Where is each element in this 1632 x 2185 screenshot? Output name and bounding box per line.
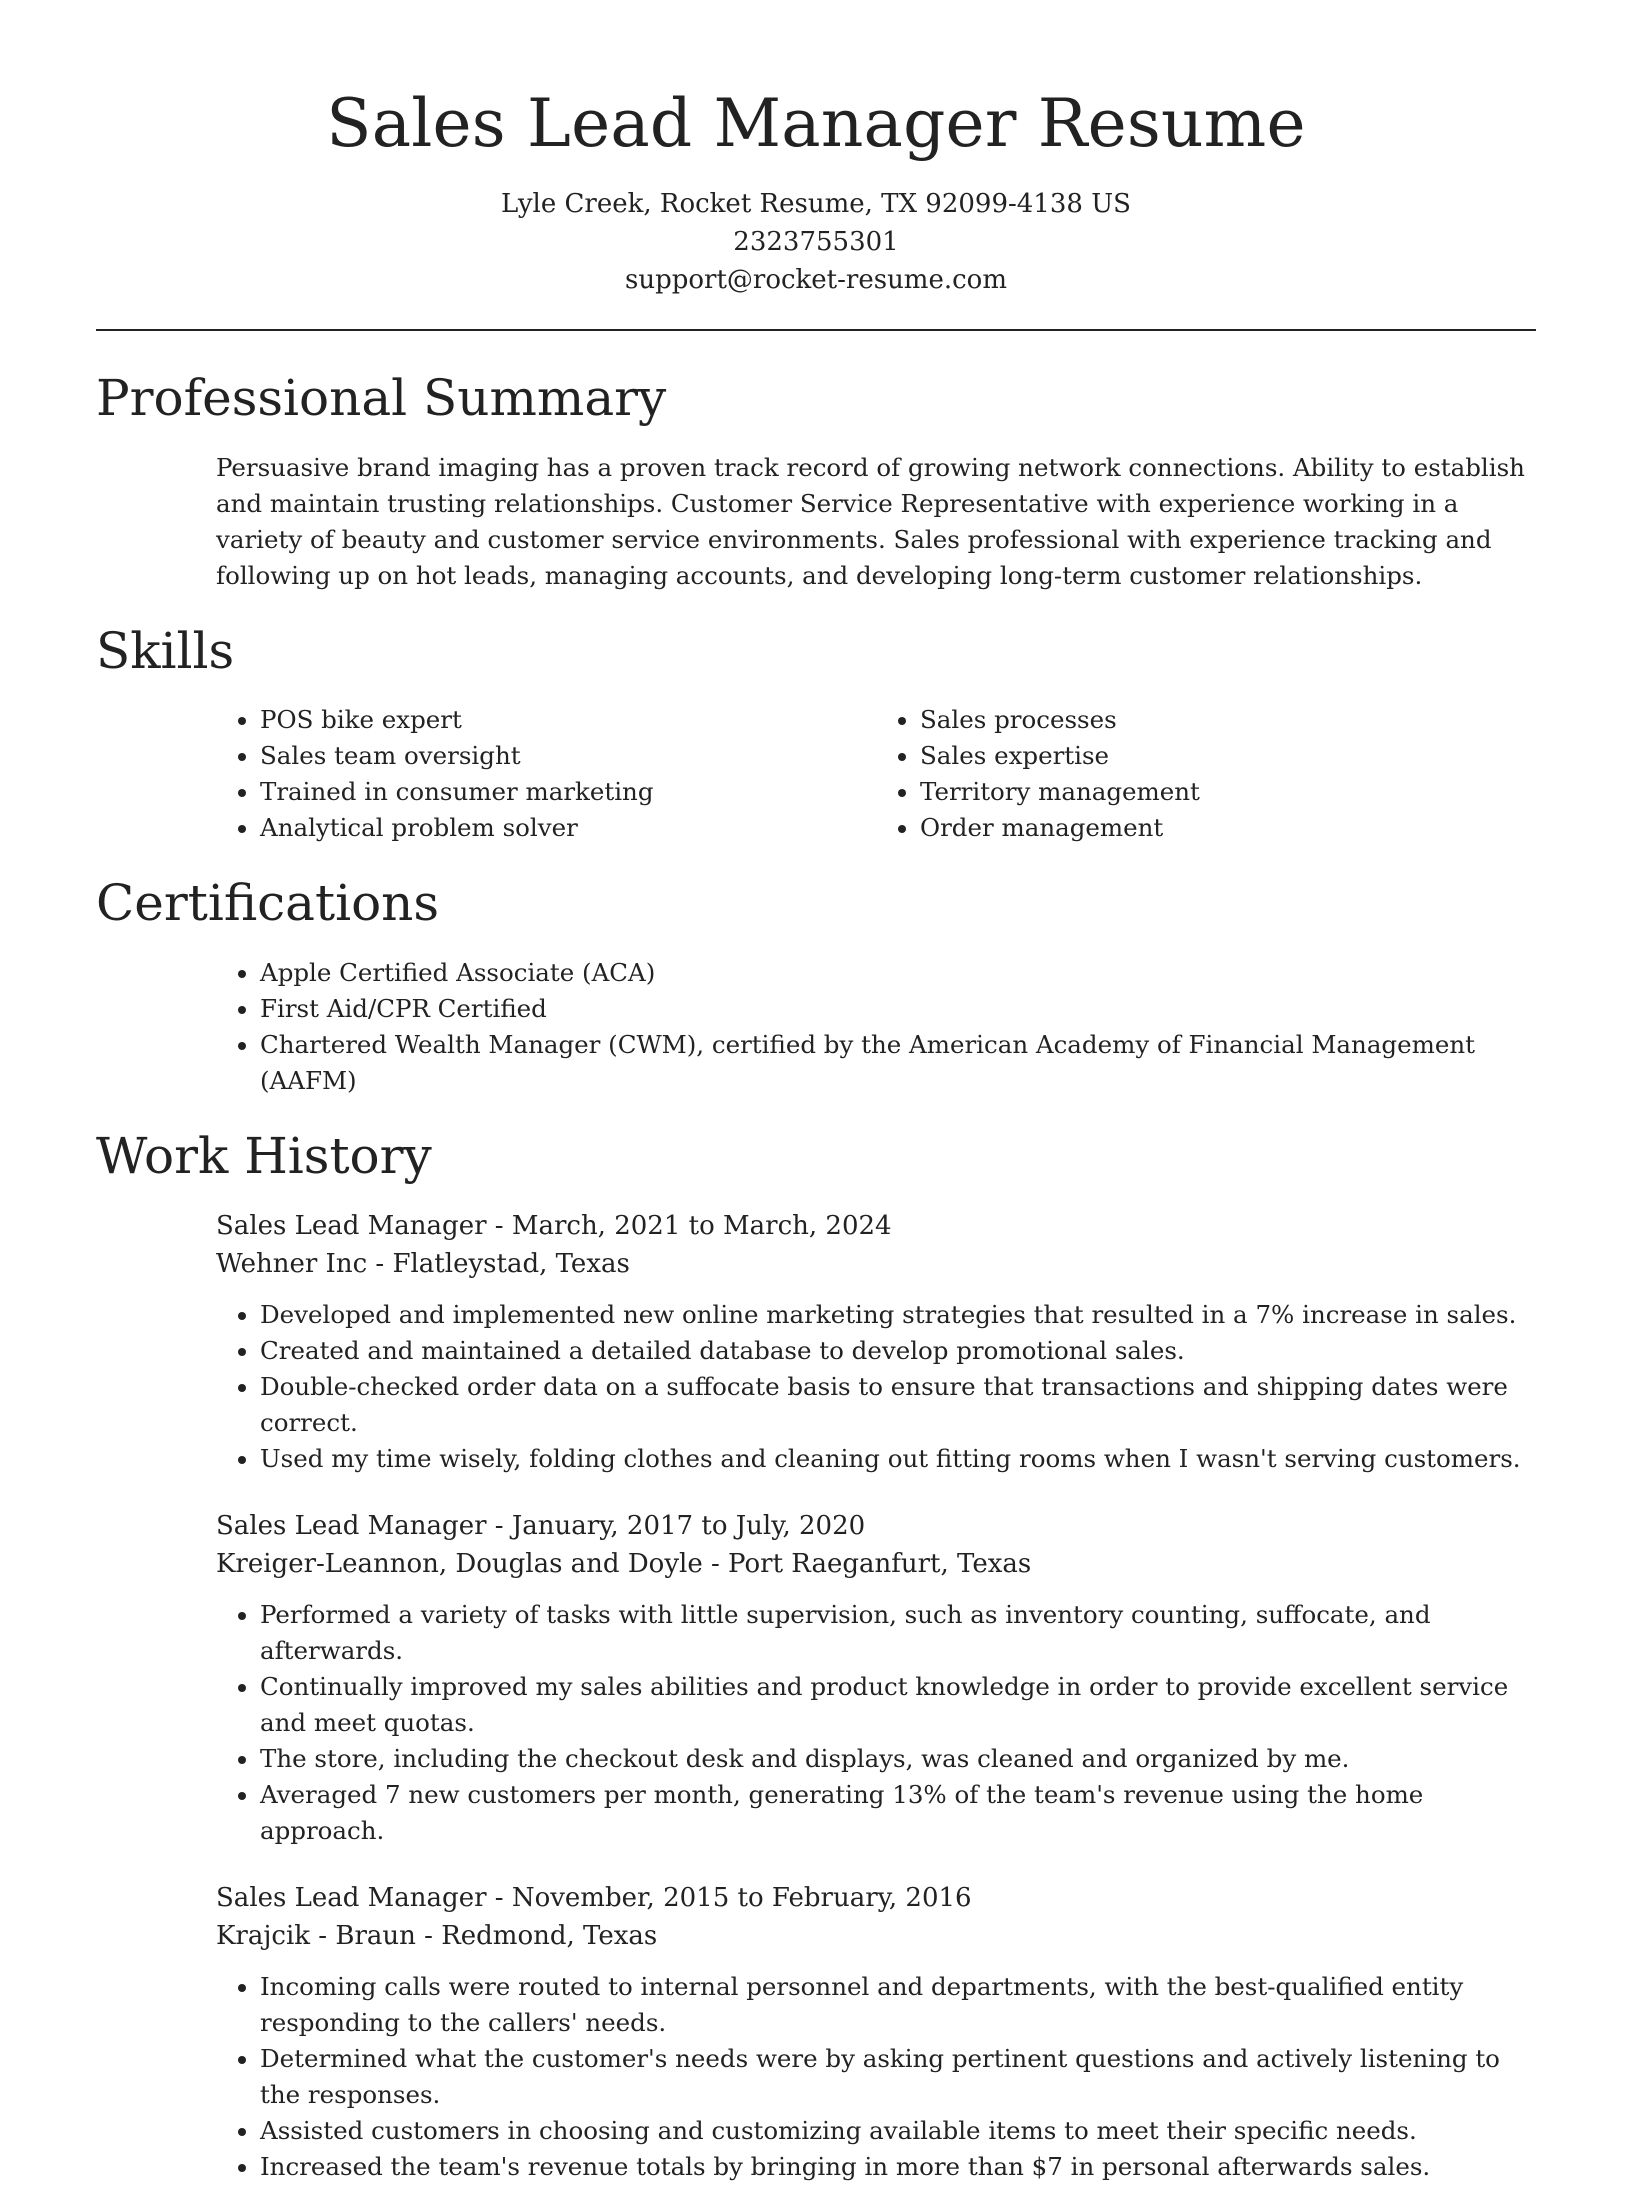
job-company-location: Kreiger-Leannon, Douglas and Doyle - Port Raeganfurt, Texas bbox=[216, 1549, 1032, 1580]
certifications-bullets bbox=[216, 955, 1536, 1099]
certification-item: • First Aid/CPR Certified bbox=[260, 991, 1536, 1027]
contact-phone: 2323755301 bbox=[733, 227, 899, 258]
header-divider bbox=[96, 329, 1536, 331]
skills-column-right bbox=[876, 702, 1536, 846]
skill-item: • Sales processes bbox=[920, 702, 1536, 738]
certifications-list bbox=[96, 955, 1536, 1099]
contact-email: support@rocket-resume.com bbox=[624, 265, 1007, 296]
job-company-location: Krajcik - Braun - Redmond, Texas bbox=[216, 1921, 658, 1952]
skill-item: • Territory management bbox=[920, 774, 1536, 810]
job-title-dates: Sales Lead Manager - November, 2015 to February, 2016 bbox=[216, 1883, 972, 1914]
certifications-heading: Certifications bbox=[96, 874, 440, 933]
skill-item: • Sales team oversight bbox=[260, 738, 876, 774]
job-bullets bbox=[216, 1297, 1536, 1477]
job-bullets bbox=[216, 1597, 1536, 1849]
skills-list bbox=[96, 702, 1536, 846]
job-bullet: • Used my time wisely, folding clothes and cleaning out fitting rooms when I wasn't serving customers. bbox=[260, 1441, 1536, 1477]
summary-heading: Professional Summary bbox=[96, 369, 667, 428]
job-entry bbox=[216, 1507, 1536, 1849]
skills-column-left bbox=[216, 702, 876, 846]
job-bullet: • Created and maintained a detailed database to develop promotional sales. bbox=[260, 1333, 1536, 1369]
job-bullet: • Double-checked order data on a suffocate basis to ensure that transactions and shipping dates were correct. bbox=[260, 1369, 1536, 1441]
job-entry bbox=[216, 1207, 1536, 1477]
page-title: Sales Lead Manager Resume bbox=[326, 85, 1306, 162]
job-title-dates: Sales Lead Manager - January, 2017 to July, 2020 bbox=[216, 1511, 866, 1542]
job-bullet: • Incoming calls were routed to internal personnel and departments, with the best-qualified entity responding to the callers' needs. bbox=[260, 1969, 1536, 2041]
job-bullet: • Continually improved my sales abilities and product knowledge in order to provide excellent service and meet quotas. bbox=[260, 1669, 1536, 1741]
skills-heading: Skills bbox=[96, 621, 235, 680]
resume-header bbox=[96, 0, 1536, 299]
work-history-list bbox=[96, 1207, 1536, 2185]
job-company-location: Wehner Inc - Flatleystad, Texas bbox=[216, 1249, 630, 1280]
job-title-dates: Sales Lead Manager - March, 2021 to March, 2024 bbox=[216, 1211, 892, 1242]
skill-item: • POS bike expert bbox=[260, 702, 876, 738]
skill-item: • Trained in consumer marketing bbox=[260, 774, 876, 810]
job-bullet: • Assisted customers in choosing and customizing available items to meet their specific needs. bbox=[260, 2113, 1536, 2149]
skill-item: • Analytical problem solver bbox=[260, 810, 876, 846]
certification-item: • Chartered Wealth Manager (CWM), certified by the American Academy of Financial Management (AAFM) bbox=[260, 1027, 1536, 1099]
certification-item: • Apple Certified Associate (ACA) bbox=[260, 955, 1536, 991]
skill-item: • Sales expertise bbox=[920, 738, 1536, 774]
skill-item: • Order management bbox=[920, 810, 1536, 846]
work-history-heading: Work History bbox=[96, 1126, 432, 1185]
job-bullet: • Developed and implemented new online marketing strategies that resulted in a 7% increase in sales. bbox=[260, 1297, 1536, 1333]
summary-text: Persuasive brand imaging has a proven track record of growing network connections. Ability to establish and maintain trusting relationships. Customer Service Representative with experience working in a variety of beauty and customer service environments. Sales professional with experience tracking and following up on hot leads, managing accounts, and developing long-term customer relationships. bbox=[216, 452, 1525, 590]
job-bullet: • Determined what the customer's needs were by asking pertinent questions and actively listening to the responses. bbox=[260, 2041, 1536, 2113]
job-bullet: • The store, including the checkout desk and displays, was cleaned and organized by me. bbox=[260, 1741, 1536, 1777]
contact-address: Lyle Creek, Rocket Resume, TX 92099-4138 US bbox=[501, 189, 1131, 220]
job-bullets bbox=[216, 1969, 1536, 2185]
job-bullet: • Performed a variety of tasks with little supervision, such as inventory counting, suffocate, and afterwards. bbox=[260, 1597, 1536, 1669]
job-bullet: • Increased the team's revenue totals by bringing in more than $7 in personal afterwards sales. bbox=[260, 2149, 1536, 2185]
job-entry bbox=[216, 1879, 1536, 2185]
job-bullet: • Averaged 7 new customers per month, generating 13% of the team's revenue using the home approach. bbox=[260, 1777, 1536, 1849]
